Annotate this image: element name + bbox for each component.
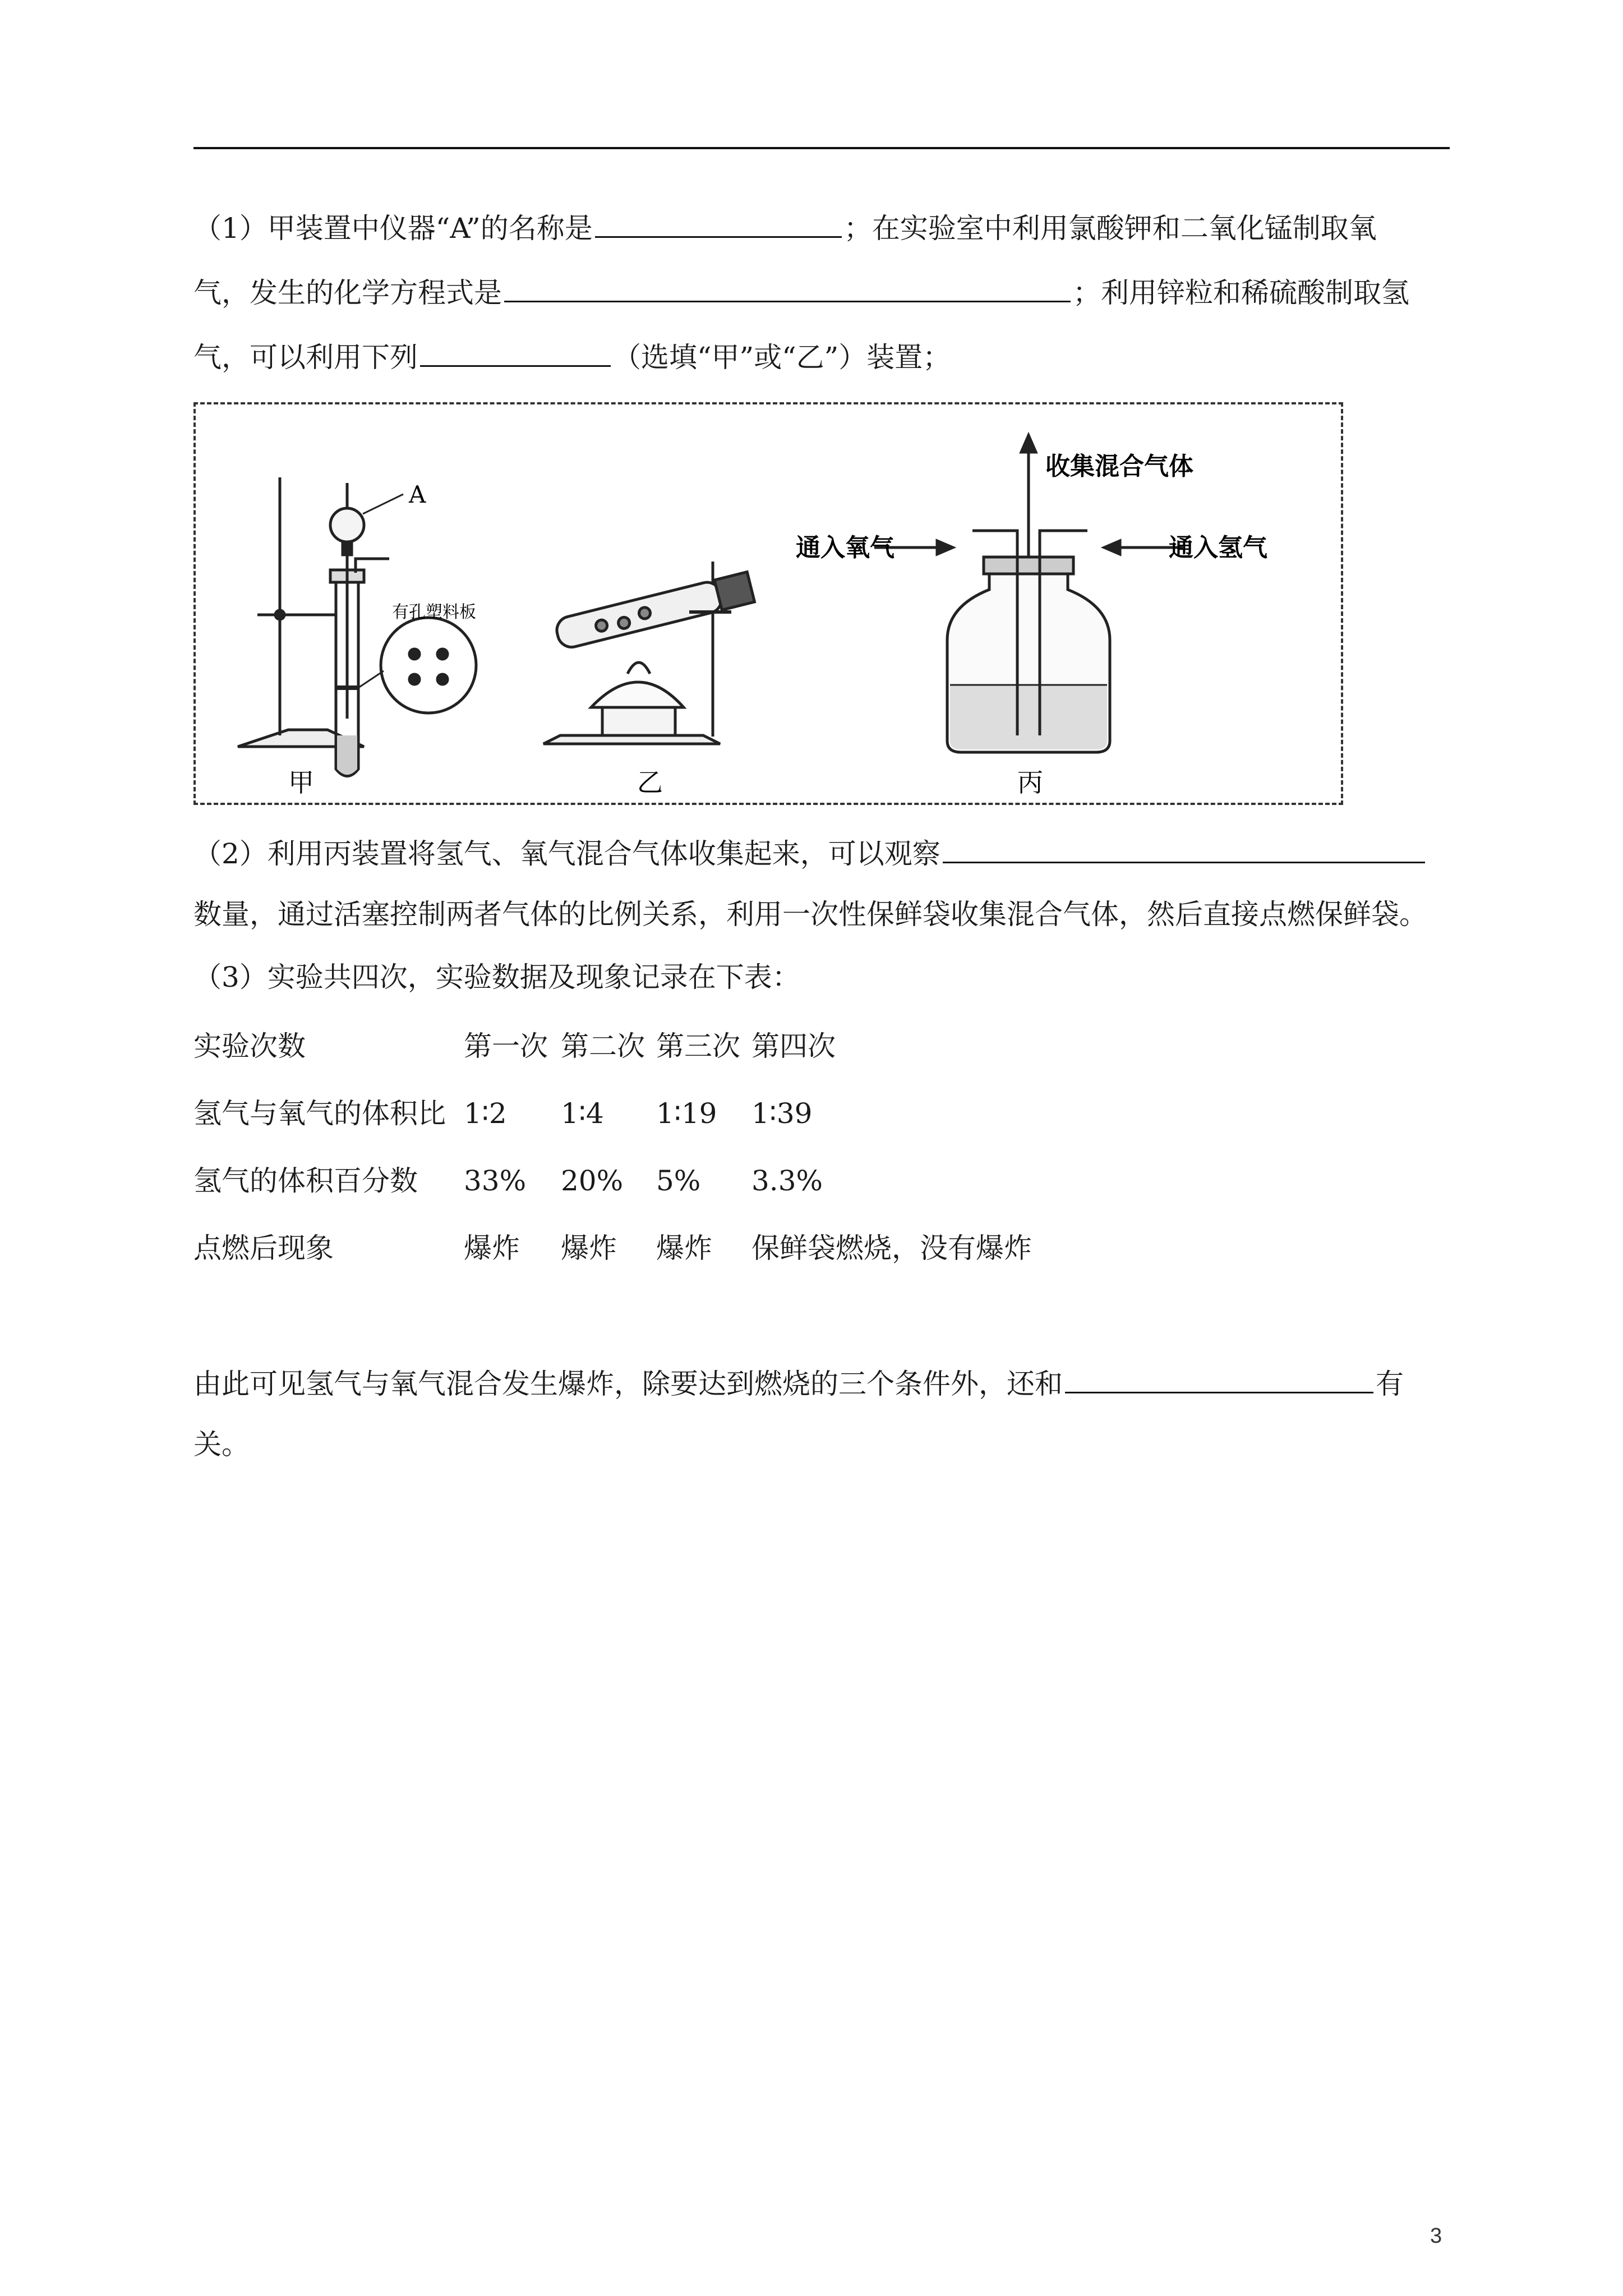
table-cell: 1∶39 bbox=[751, 1097, 813, 1130]
q1-line-3 bbox=[193, 339, 951, 374]
q1-text: ；利用锌粒和稀硫酸制取氢 bbox=[1073, 277, 1409, 309]
table-cell: 5% bbox=[656, 1165, 701, 1197]
apparatus-figure bbox=[193, 402, 1343, 805]
conclusion-text: 有 bbox=[1376, 1368, 1404, 1400]
table-cell: 爆炸 bbox=[561, 1232, 617, 1264]
answer-blank-instrument-name[interactable] bbox=[595, 210, 842, 238]
table-cell: 第三次 bbox=[656, 1030, 740, 1062]
conclusion-text: 关。 bbox=[193, 1428, 250, 1461]
table-cell: 3.3% bbox=[751, 1165, 823, 1197]
q1-text: （1）甲装置中仪器“A”的名称是 bbox=[193, 212, 593, 245]
plate-label: 有孔塑料板 bbox=[392, 602, 476, 622]
table-cell: 1∶19 bbox=[656, 1097, 717, 1130]
table-cell: 保鲜袋燃烧，没有爆炸 bbox=[751, 1232, 1032, 1264]
apparatus-yi bbox=[543, 562, 754, 744]
collect-label: 收集混合气体 bbox=[1045, 452, 1193, 481]
table-cell: 第四次 bbox=[751, 1030, 836, 1062]
q2-line-1 bbox=[193, 836, 1427, 871]
row-label: 氢气与氧气的体积比 bbox=[193, 1097, 446, 1130]
apparatus-bing bbox=[874, 435, 1183, 752]
label-A: A bbox=[409, 481, 426, 508]
answer-blank-apparatus-choice[interactable] bbox=[420, 339, 611, 367]
table-cell: 33% bbox=[464, 1165, 527, 1197]
hydrogen-in-label: 通入氢气 bbox=[1169, 533, 1267, 562]
q1-text: 气，发生的化学方程式是 bbox=[193, 277, 502, 309]
q1-line-1 bbox=[193, 210, 1377, 245]
answer-blank-conclusion[interactable] bbox=[1065, 1366, 1373, 1393]
q2-text: 数量，通过活塞控制两者气体的比例关系，利用一次性保鲜袋收集混合气体，然后直接点燃保鲜袋。 bbox=[193, 898, 1427, 931]
row-label: 点燃后现象 bbox=[193, 1232, 334, 1264]
q1-line-2 bbox=[193, 275, 1409, 310]
q2-text: （2）利用丙装置将氢气、氧气混合气体收集起来，可以观察 bbox=[193, 838, 940, 870]
q3-text: （3）实验共四次，实验数据及现象记录在下表： bbox=[193, 961, 800, 993]
page-number: 3 bbox=[1430, 2224, 1442, 2248]
q2-line-2 bbox=[193, 898, 1427, 931]
oxygen-in-label: 通入氧气 bbox=[796, 533, 895, 562]
q3-intro bbox=[193, 960, 800, 994]
conclusion-line-2 bbox=[193, 1428, 250, 1461]
answer-blank-observe[interactable] bbox=[943, 836, 1425, 863]
table-cell: 爆炸 bbox=[464, 1232, 520, 1264]
caption-bing: 丙 bbox=[1017, 767, 1043, 798]
answer-blank-equation[interactable] bbox=[504, 275, 1071, 302]
conclusion-text: 由此可见氢气与氧气混合发生爆炸，除要达到燃烧的三个条件外，还和 bbox=[193, 1368, 1063, 1400]
table-cell: 第二次 bbox=[561, 1030, 645, 1062]
table-cell: 爆炸 bbox=[656, 1232, 712, 1264]
header-rule bbox=[193, 147, 1450, 149]
q1-text: ；在实验室中利用氯酸钾和二氧化锰制取氧 bbox=[843, 212, 1377, 245]
table-cell: 第一次 bbox=[464, 1030, 548, 1062]
row-label: 实验次数 bbox=[193, 1030, 306, 1062]
q1-text: （选填“甲”或“乙”）装置； bbox=[613, 341, 951, 374]
caption-jia: 甲 bbox=[288, 767, 314, 798]
caption-yi: 乙 bbox=[637, 767, 663, 798]
conclusion-line-1 bbox=[193, 1366, 1404, 1401]
table-cell: 1∶4 bbox=[561, 1097, 604, 1130]
table-cell: 20% bbox=[561, 1165, 624, 1197]
table-cell: 1∶2 bbox=[464, 1097, 507, 1130]
apparatus-jia bbox=[238, 477, 476, 776]
row-label: 氢气的体积百分数 bbox=[193, 1165, 418, 1197]
q1-text: 气，可以利用下列 bbox=[193, 341, 418, 374]
